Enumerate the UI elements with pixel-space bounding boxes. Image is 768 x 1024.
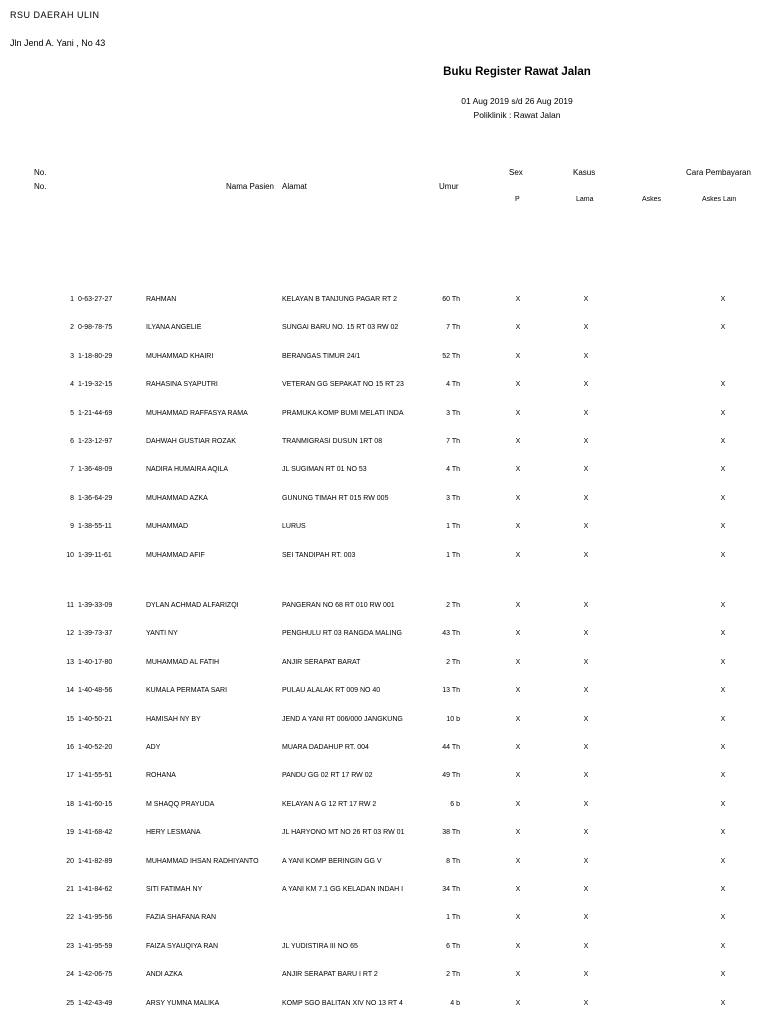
medical-record-number: 1-41-82-89 bbox=[78, 857, 113, 865]
patient-address: ANJIR SERAPAT BARAT bbox=[282, 658, 361, 666]
patient-address: ANJIR SERAPAT BARU I RT 2 bbox=[282, 971, 378, 979]
patient-name: MUHAMMAD RAFFASYA RAMA bbox=[146, 409, 248, 417]
patient-name: DAHWAH GUSTIAR ROZAK bbox=[146, 438, 236, 445]
table-row bbox=[0, 602, 768, 616]
sex-mark: X bbox=[515, 857, 521, 865]
patient-name: DYLAN ACHMAD ALFARIZQI bbox=[146, 602, 239, 609]
patient-name: NADIRA HUMAIRA AQILA bbox=[146, 466, 229, 474]
patient-age: 2 Th bbox=[446, 971, 460, 979]
table-row bbox=[0, 495, 768, 509]
patient-address: GUNUNG TIMAH RT 015 RW 005 bbox=[282, 494, 389, 502]
kasus-lama-mark: X bbox=[583, 715, 589, 723]
askes-lain-mark: X bbox=[720, 800, 726, 808]
row-number: 12 bbox=[66, 630, 74, 638]
patient-age: 44 Th bbox=[442, 744, 460, 751]
row-number: 18 bbox=[66, 800, 74, 808]
patient-age: 49 Th bbox=[442, 772, 460, 780]
patient-age: 7 Th bbox=[446, 438, 460, 445]
patient-age: 34 Th bbox=[442, 886, 460, 893]
patient-name: HAMISAH NY BY bbox=[146, 715, 201, 723]
kasus-lama-mark: X bbox=[583, 409, 589, 417]
kasus-lama-mark: X bbox=[583, 602, 589, 609]
patient-name: RAHASINA SYAPUTRI bbox=[146, 381, 218, 389]
row-number: 7 bbox=[70, 466, 74, 474]
patient-age: 4 Th bbox=[446, 466, 460, 474]
kasus-lama-mark: X bbox=[583, 744, 589, 751]
sex-mark: X bbox=[515, 999, 521, 1007]
sex-mark: X bbox=[515, 438, 521, 445]
medical-record-number: 1-40-48-56 bbox=[78, 687, 113, 695]
patient-age: 3 Th bbox=[446, 494, 460, 502]
patient-age: 3 Th bbox=[446, 409, 460, 417]
patient-age: 4 b bbox=[450, 999, 460, 1007]
row-number: 25 bbox=[66, 999, 74, 1007]
askes-lain-mark: X bbox=[720, 409, 726, 417]
kasus-lama-mark: X bbox=[583, 381, 589, 389]
col-header-askes: Askes bbox=[642, 196, 662, 203]
patient-name: MUHAMMAD AZKA bbox=[146, 494, 208, 502]
col-header-kasus: Kasus bbox=[573, 168, 596, 177]
col-header-cara-pembayaran: Cara Pembayaran bbox=[686, 168, 751, 177]
patient-name: YANTI NY bbox=[146, 630, 178, 638]
col-header-askes-lain: Askes Lain bbox=[702, 196, 737, 203]
row-number: 5 bbox=[70, 409, 74, 417]
table-row bbox=[0, 716, 768, 730]
table-row bbox=[0, 381, 768, 395]
patient-age: 6 Th bbox=[446, 942, 460, 950]
row-number: 10 bbox=[66, 551, 74, 559]
kasus-lama-mark: X bbox=[583, 630, 589, 638]
sex-mark: X bbox=[515, 630, 521, 638]
medical-record-number: 1-19-32-15 bbox=[78, 381, 113, 389]
table-row bbox=[0, 943, 768, 957]
col-header-lama: Lama bbox=[576, 196, 594, 203]
patient-age: 60 Th bbox=[442, 296, 460, 303]
patient-address: PRAMUKA KOMP BUMI MELATI INDA bbox=[282, 409, 404, 417]
col-header-nama: Nama Pasien bbox=[225, 182, 274, 191]
medical-record-number: 1-36-64-29 bbox=[78, 494, 113, 502]
patient-address: PANDU GG 02 RT 17 RW 02 bbox=[282, 772, 373, 780]
medical-record-number: 1-39-33-09 bbox=[78, 602, 113, 609]
table-row bbox=[0, 523, 768, 537]
sex-mark: X bbox=[515, 523, 521, 531]
sex-mark: X bbox=[515, 800, 521, 808]
row-number: 20 bbox=[66, 857, 74, 865]
medical-record-number: 1-41-60-15 bbox=[78, 800, 113, 808]
patient-name: M SHAQQ PRAYUDA bbox=[146, 800, 215, 808]
kasus-lama-mark: X bbox=[583, 942, 589, 950]
patient-address: BERANGAS TIMUR 24/1 bbox=[282, 352, 361, 360]
row-number: 23 bbox=[66, 942, 74, 950]
patient-address: KELAYAN A G 12 RT 17 RW 2 bbox=[282, 800, 377, 808]
row-number: 11 bbox=[66, 602, 74, 609]
patient-age: 7 Th bbox=[446, 324, 460, 332]
sex-mark: X bbox=[515, 687, 521, 695]
patient-age: 2 Th bbox=[446, 658, 460, 666]
col-header-no-1: No. bbox=[34, 168, 47, 177]
sex-mark: X bbox=[515, 296, 521, 303]
patient-address: PENGHULU RT 03 RANGDA MALING bbox=[282, 630, 402, 638]
col-header-umur: Umur bbox=[439, 182, 459, 191]
table-row bbox=[0, 296, 768, 310]
patient-name: SITI FATIMAH NY bbox=[146, 886, 203, 893]
sex-mark: X bbox=[515, 744, 521, 751]
patient-name: MUHAMMAD bbox=[146, 523, 188, 531]
patient-address: JL HARYONO MT NO 26 RT 03 RW 01 bbox=[282, 829, 405, 837]
patient-name: ANDI AZKA bbox=[146, 971, 183, 979]
table-row bbox=[0, 552, 768, 566]
table-row bbox=[0, 659, 768, 673]
medical-record-number: 1-39-11-61 bbox=[78, 551, 112, 559]
askes-lain-mark: X bbox=[720, 999, 726, 1007]
table-row bbox=[0, 630, 768, 644]
askes-lain-mark: X bbox=[720, 551, 726, 559]
kasus-lama-mark: X bbox=[583, 886, 589, 893]
medical-record-number: 1-23-12-97 bbox=[78, 438, 113, 445]
patient-address: PANGERAN NO 68 RT 010 RW 001 bbox=[282, 602, 395, 609]
table-row bbox=[0, 1000, 768, 1014]
askes-lain-mark: X bbox=[720, 658, 726, 666]
askes-lain-mark: X bbox=[720, 630, 726, 638]
report-title: Buku Register Rawat Jalan bbox=[443, 66, 591, 78]
row-number: 8 bbox=[70, 494, 74, 502]
askes-lain-mark: X bbox=[720, 381, 726, 389]
medical-record-number: 1-42-43-49 bbox=[78, 999, 113, 1007]
table-row bbox=[0, 410, 768, 424]
patient-name: RAHMAN bbox=[146, 296, 177, 303]
askes-lain-mark: X bbox=[720, 523, 726, 531]
row-number: 19 bbox=[66, 829, 74, 837]
medical-record-number: 1-41-68-42 bbox=[78, 829, 113, 837]
row-number: 3 bbox=[70, 352, 74, 360]
table-row bbox=[0, 886, 768, 900]
col-header-alamat: Alamat bbox=[282, 182, 307, 191]
medical-record-number: 1-40-52-20 bbox=[78, 744, 113, 751]
sex-mark: X bbox=[515, 658, 521, 666]
medical-record-number: 1-41-95-59 bbox=[78, 942, 113, 950]
patient-age: 10 b bbox=[446, 715, 460, 723]
medical-record-number: 1-21-44-69 bbox=[78, 409, 113, 417]
table-row bbox=[0, 353, 768, 367]
patient-address: PULAU ALALAK RT 009 NO 40 bbox=[282, 687, 381, 695]
row-number: 14 bbox=[66, 687, 74, 695]
patient-age: 6 b bbox=[450, 800, 460, 808]
askes-lain-mark: X bbox=[720, 744, 726, 751]
table-row bbox=[0, 801, 768, 815]
col-header-p: P bbox=[515, 196, 520, 203]
medical-record-number: 0-63-27-27 bbox=[78, 296, 113, 303]
patient-address: A YANI KM 7.1 GG KELADAN INDAH I bbox=[282, 886, 404, 893]
sex-mark: X bbox=[515, 381, 521, 389]
patient-address: A YANI KOMP BERINGIN GG V bbox=[282, 857, 382, 865]
askes-lain-mark: X bbox=[720, 324, 726, 332]
askes-lain-mark: X bbox=[720, 715, 726, 723]
askes-lain-mark: X bbox=[720, 772, 726, 780]
askes-lain-mark: X bbox=[720, 687, 726, 695]
patient-age: 38 Th bbox=[442, 829, 460, 837]
sex-mark: X bbox=[515, 324, 521, 332]
kasus-lama-mark: X bbox=[583, 999, 589, 1007]
askes-lain-mark: X bbox=[720, 914, 726, 922]
sex-mark: X bbox=[515, 494, 521, 502]
askes-lain-mark: X bbox=[720, 942, 726, 950]
kasus-lama-mark: X bbox=[583, 971, 589, 979]
medical-record-number: 1-40-17-80 bbox=[78, 658, 113, 666]
patient-age: 2 Th bbox=[446, 602, 460, 609]
row-number: 21 bbox=[66, 886, 74, 893]
sex-mark: X bbox=[515, 602, 521, 609]
askes-lain-mark: X bbox=[720, 602, 726, 609]
medical-record-number: 1-38-55-11 bbox=[78, 523, 112, 531]
patient-age: 4 Th bbox=[446, 381, 460, 389]
kasus-lama-mark: X bbox=[583, 800, 589, 808]
askes-lain-mark: X bbox=[720, 494, 726, 502]
kasus-lama-mark: X bbox=[583, 687, 589, 695]
kasus-lama-mark: X bbox=[583, 466, 589, 474]
table-row bbox=[0, 858, 768, 872]
patient-age: 1 Th bbox=[446, 523, 460, 531]
sex-mark: X bbox=[515, 715, 521, 723]
askes-lain-mark: X bbox=[720, 971, 726, 979]
sex-mark: X bbox=[515, 914, 521, 922]
table-row bbox=[0, 324, 768, 338]
sex-mark: X bbox=[515, 352, 521, 360]
sex-mark: X bbox=[515, 409, 521, 417]
kasus-lama-mark: X bbox=[583, 914, 589, 922]
patient-address: SUNGAI BARU NO. 15 RT 03 RW 02 bbox=[282, 324, 399, 332]
report-poliklinik: Poliklinik : Rawat Jalan bbox=[473, 110, 561, 120]
medical-record-number: 0-98-78-75 bbox=[78, 324, 113, 332]
patient-address: TRANMIGRASI DUSUN 1RT 08 bbox=[282, 438, 383, 445]
kasus-lama-mark: X bbox=[583, 494, 589, 502]
askes-lain-mark: X bbox=[720, 886, 726, 893]
col-header-sex: Sex bbox=[509, 168, 523, 177]
kasus-lama-mark: X bbox=[583, 296, 589, 303]
patient-address: KOMP SGO BALITAN XIV NO 13 RT 4 bbox=[282, 999, 403, 1007]
patient-age: 52 Th bbox=[442, 352, 460, 360]
medical-record-number: 1-36-48-09 bbox=[78, 466, 113, 474]
medical-record-number: 1-18-80-29 bbox=[78, 352, 113, 360]
kasus-lama-mark: X bbox=[583, 551, 589, 559]
patient-address: JL YUDISTIRA III NO 65 bbox=[282, 942, 358, 950]
row-number: 17 bbox=[66, 772, 74, 780]
patient-address: LURUS bbox=[282, 523, 306, 531]
kasus-lama-mark: X bbox=[583, 772, 589, 780]
kasus-lama-mark: X bbox=[583, 438, 589, 445]
patient-name: MUHAMMAD AL FATIH bbox=[146, 658, 220, 666]
row-number: 9 bbox=[70, 523, 74, 531]
patient-age: 1 Th bbox=[446, 914, 460, 922]
patient-name: MUHAMMAD IHSAN RADHIYANTO bbox=[146, 857, 259, 865]
row-number: 13 bbox=[66, 658, 74, 666]
kasus-lama-mark: X bbox=[583, 829, 589, 837]
kasus-lama-mark: X bbox=[583, 324, 589, 332]
patient-name: HERY LESMANA bbox=[146, 829, 201, 837]
row-number: 16 bbox=[66, 744, 74, 751]
table-row bbox=[0, 971, 768, 985]
table-row bbox=[0, 687, 768, 701]
sex-mark: X bbox=[515, 942, 521, 950]
askes-lain-mark: X bbox=[720, 857, 726, 865]
medical-record-number: 1-41-84-62 bbox=[78, 886, 113, 893]
sex-mark: X bbox=[515, 971, 521, 979]
medical-record-number: 1-41-95-56 bbox=[78, 914, 113, 922]
medical-record-number: 1-41-55-51 bbox=[78, 772, 113, 780]
askes-lain-mark: X bbox=[720, 829, 726, 837]
patient-age: 1 Th bbox=[446, 551, 460, 559]
sex-mark: X bbox=[515, 772, 521, 780]
kasus-lama-mark: X bbox=[583, 857, 589, 865]
patient-age: 13 Th bbox=[442, 687, 460, 695]
row-number: 15 bbox=[66, 715, 74, 723]
patient-name: ROHANA bbox=[146, 772, 176, 780]
table-row bbox=[0, 829, 768, 843]
patient-name: MUHAMMAD AFIF bbox=[146, 551, 205, 559]
row-number: 1 bbox=[70, 296, 74, 303]
sex-mark: X bbox=[515, 466, 521, 474]
patient-name: ARSY YUMNA MALIKA bbox=[146, 999, 220, 1007]
hospital-address: Jln Jend A. Yani , No 43 bbox=[10, 38, 106, 48]
table-row bbox=[0, 466, 768, 480]
patient-address: MUARA DADAHUP RT. 004 bbox=[282, 744, 369, 751]
sex-mark: X bbox=[515, 551, 521, 559]
row-number: 24 bbox=[66, 971, 74, 979]
report-period: 01 Aug 2019 s/d 26 Aug 2019 bbox=[461, 96, 573, 106]
patient-name: KUMALA PERMATA SARI bbox=[146, 687, 228, 695]
col-header-no-2: No. bbox=[34, 182, 47, 191]
askes-lain-mark: X bbox=[720, 296, 726, 303]
patient-name: ILYANA ANGELIE bbox=[146, 324, 202, 332]
table-row bbox=[0, 438, 768, 452]
patient-address: JL SUGIMAN RT 01 NO 53 bbox=[282, 466, 367, 474]
medical-record-number: 1-42-06-75 bbox=[78, 971, 113, 979]
sex-mark: X bbox=[515, 886, 521, 893]
row-number: 6 bbox=[70, 438, 74, 445]
patient-name: FAZIA SHAFANA RAN bbox=[146, 914, 217, 922]
kasus-lama-mark: X bbox=[583, 523, 589, 531]
patient-address: SEI TANDIPAH RT. 003 bbox=[282, 551, 356, 559]
patient-name: MUHAMMAD KHAIRI bbox=[146, 352, 214, 360]
patient-address: KELAYAN B TANJUNG PAGAR RT 2 bbox=[282, 296, 398, 303]
row-number: 22 bbox=[66, 914, 74, 922]
askes-lain-mark: X bbox=[720, 438, 726, 445]
sex-mark: X bbox=[515, 829, 521, 837]
table-row bbox=[0, 914, 768, 928]
patient-address: VETERAN GG SEPAKAT NO 15 RT 23 bbox=[282, 381, 404, 389]
medical-record-number: 1-39-73-37 bbox=[78, 630, 113, 638]
hospital-name: RSU DAERAH ULIN bbox=[10, 10, 100, 20]
row-number: 4 bbox=[70, 381, 74, 389]
patient-age: 43 Th bbox=[442, 630, 460, 638]
medical-record-number: 1-40-50-21 bbox=[78, 715, 113, 723]
kasus-lama-mark: X bbox=[583, 658, 589, 666]
patient-address: JEND A YANI RT 006/000 JANGKUNG bbox=[282, 715, 403, 723]
table-row bbox=[0, 772, 768, 786]
askes-lain-mark: X bbox=[720, 466, 726, 474]
patient-name: FAIZA SYAUQIYA RAN bbox=[146, 942, 219, 950]
table-row bbox=[0, 744, 768, 758]
kasus-lama-mark: X bbox=[583, 352, 589, 360]
patient-age: 8 Th bbox=[446, 857, 460, 865]
patient-name: ADY bbox=[146, 744, 161, 751]
row-number: 2 bbox=[70, 324, 74, 332]
